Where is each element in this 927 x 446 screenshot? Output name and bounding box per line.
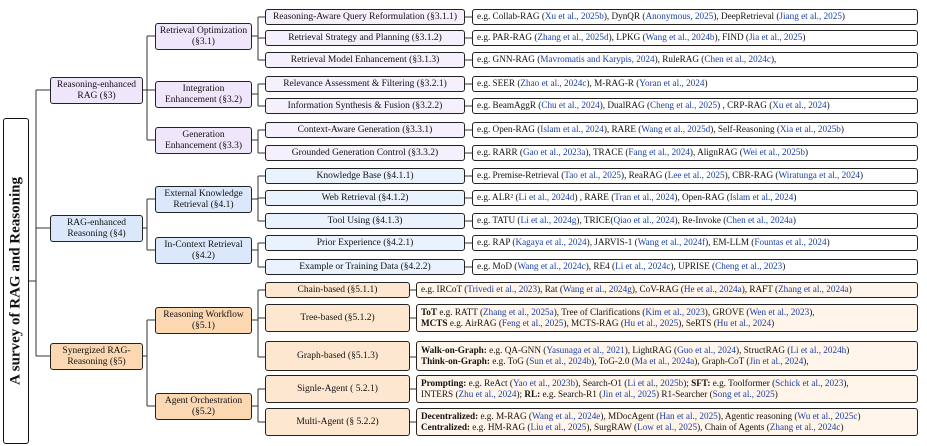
citation: Lee et al., 2025 [667,170,725,181]
l2-generation-enhancement: Generation Enhancement (§3.3) [155,127,252,154]
citation: Wang et al., 2024e [531,410,601,421]
l3-graph-based: Graph-based (§5.1.3) [265,341,410,371]
category-label: MCTS [421,318,448,328]
category-label: Prompting: [421,377,467,388]
citation: Trivedi et al., 2023 [467,284,538,295]
citation: Wang et al., 2025d [641,124,711,135]
leaf-example-training-data [472,259,918,275]
category-label: Think-on-Graph: [421,356,490,366]
citation: Hu et al., 2024 [716,318,772,328]
leaf-line: e.g. MoD (Wang et al., 2024c), RE4 (Li et al., 2024c), UPRISE (Cheng et al., 2023) [477,261,786,272]
citation: Li et al., 2024c [615,261,671,272]
category-label: SFT: [691,377,711,388]
leaf-graph-based [416,341,918,371]
l3-relevance-assessment: Relevance Assessment & Filtering (§3.2.1) [265,76,465,92]
citation: Yasunaga et al., 2021 [546,344,625,355]
citation: Cheng et al., 2023 [715,261,783,272]
citation: Han et al., 2025 [659,410,718,421]
l2-integration-enhancement: Integration Enhancement (§3.2) [155,81,252,108]
citation: Islam et al., 2024 [540,124,604,135]
leaf-line: e.g. Premise-Retrieval (Tao et al., 2025), ReaRAG (Lee et al., 2025), CBR-RAG (Wiratunga et al., 2024) [477,170,864,181]
leaf-line: e.g. RARR (Gao et al., 2023a), TRACE (Fang et al., 2024), AlignRAG (Wei et al., 2025b) [477,147,809,158]
l3-prior-experience: Prior Experience (§4.2.1) [265,235,465,251]
citation: Yao et al., 2023b [512,377,576,388]
citation: Chen et al., 2024c [704,54,771,65]
citation: Chen et al., 2024a [726,215,793,226]
leaf-grounded-generation [472,145,918,161]
citation: Zhang et al., 2024a [778,284,849,295]
l3-context-aware-generation: Context-Aware Generation (§3.3.1) [265,122,465,138]
leaf-line-prompting-sft: Prompting: e.g. ReAct (Yao et al., 2023b), Search-O1 (Li et al., 2025b); SFT: e.g. Toolformer (Schick et al., 2023), [421,377,849,388]
citation: Wang et al., 2024b [645,32,715,43]
citation: Wen et al., 2023 [749,306,810,317]
l1-synergized-rag-reasoning: Synergized RAG-Reasoning (§5) [50,343,143,370]
citation: Li et al., 2024d [518,192,575,203]
citation: Schick et al., 2023 [775,377,844,388]
leaf-line: e.g. ALR² (Li et al., 2024d) , RARE (Tran et al., 2024), Open-RAG (Islam et al., 2024) [477,192,797,203]
citation: Guo et al., 2024 [677,344,737,355]
category-label: ToT [421,306,438,317]
citation: Wang et al., 2024f [637,237,706,248]
l1-reasoning-enhanced-rag: Reasoning-enhanced RAG (§3) [50,77,143,104]
citation: Low et al., 2025 [637,422,698,432]
leaf-line-centralized: Centralized: e.g. HM-RAG (Liu et al., 2025), SurgRAW (Low et al., 2025), Chain of Agents (Zhang et al., 2024c) [421,422,844,432]
citation: Xia et al., 2025b [779,124,841,135]
citation: He et al., 2024a [683,284,742,295]
leaf-line: e.g. GNN-RAG (Mavromatis and Karypis, 2024), RuleRAG (Chen et al., 2024c), [477,54,777,65]
leaf-line: e.g. PAR-RAG (Zhang et al., 2025d), LPKG (Wang et al., 2024b), FIND (Jia et al., 2025) [477,32,806,43]
l3-retrieval-strategy: Retrieval Strategy and Planning (§3.1.2) [265,30,465,46]
leaf-line: e.g. Open-RAG (Islam et al., 2024), RARE (Wang et al., 2025d), Self-Reasoning (Xia et al., 2025b) [477,124,844,135]
leaf-tool-using [472,213,918,229]
citation: Wiratunga et al., 2024 [778,170,860,181]
l3-retrieval-model-enhancement: Retrieval Model Enhancement (§3.1.3) [265,52,465,68]
category-label: Walk-on-Graph: [421,344,487,355]
citation: Jin et al., 2025 [602,389,657,399]
citation: Li et al., 2024h [790,344,847,355]
citation: Wang et al., 2024g [562,284,632,295]
l2-in-context-retrieval: In-Context Retrieval (§4.2) [155,237,252,264]
leaf-multi-agent [416,408,918,436]
citation: Jiang et al., 2025 [779,11,842,22]
l3-knowledge-base: Knowledge Base (§4.1.1) [265,168,465,184]
root-title-box [3,118,29,444]
citation: Zhang et al., 2025a [483,306,554,317]
citation: Ma et al., 2024a [634,356,695,366]
citation: Sun et al., 2024b [529,356,592,366]
l2-retrieval-optimization: Retrieval Optimization (§3.1) [155,23,252,50]
l1-rag-enhanced-reasoning: RAG-enhanced Reasoning (§4) [50,215,143,242]
leaf-web-retrieval [472,190,918,206]
citation: Liu et al., 2025 [530,422,587,432]
category-label: RL: [524,389,541,399]
citation: Qiao et al., 2024 [613,215,675,226]
leaf-information-synthesis [472,98,918,114]
l3-example-training-data: Example or Training Data (§4.2.2) [265,259,465,275]
leaf-knowledge-base [472,168,918,184]
citation: Fang et al., 2024 [628,147,690,158]
citation: Mavromatis and Karypis, 2024 [540,54,655,65]
citation: Gao et al., 2023a [522,147,586,158]
leaf-line: e.g. BeamAggR (Chu et al., 2024), DualRAG (Cheng et al., 2025) , CRP-RAG (Xu et al., 2024) [477,100,830,111]
citation: Fountas et al., 2024 [754,237,827,248]
leaf-line-mcts: MCTS e.g. AirRAG (Feng et al., 2025), MCTS-RAG (Hu et al., 2025), SeRTS (Hu et al., 2024) [421,318,775,328]
citation: Wang et al., 2024c [517,261,586,272]
leaf-tree-based [416,304,918,332]
leaf-line: e.g. TATU (Li et al., 2024g), TRICE(Qiao et al., 2024), Re-Invoke (Chen et al., 2024a) [477,215,796,226]
root-title: A survey of RAG and Reasoning [7,177,24,385]
citation: Zhang et al., 2025d [537,32,609,43]
l2-external-knowledge-retrieval: External Knowledge Retrieval (§4.1) [155,186,252,213]
citation: Xu et al., 2025b [544,11,604,22]
leaf-prior-experience [472,235,918,251]
leaf-line: e.g. RAP (Kagaya et al., 2024), JARVIS-1 (Wang et al., 2024f), EM-LLM (Fountas et al., 2024) [477,237,830,248]
l3-grounded-generation: Grounded Generation Control (§3.3.2) [265,145,465,161]
l3-single-agent: Signle-Agent ( 5.2.1) [265,375,410,403]
citation: Hu et al., 2025 [623,318,679,328]
citation: Jia et al., 2025 [748,32,803,43]
leaf-line: e.g. SEER (Zhao et al., 2024c), M-RAG-R (Yoran et al., 2024) [477,78,708,89]
citation: Tran et al., 2024 [614,192,675,203]
citation: Chu et al., 2024 [541,100,600,111]
leaf-line-decentralized: Decentralized: e.g. M-RAG (Wang et al., 2024e), MDocAgent (Han et al., 2025), Agentic reasoning (Wu et al., 2025c) [421,410,861,421]
leaf-chain-based [416,282,918,298]
citation: Zhang et al., 2024c [769,422,841,432]
l3-web-retrieval: Web Retrieval (§4.1.2) [265,190,465,206]
leaf-line-tot: ToT e.g. RATT (Zhang et al., 2025a), Tree of Clarifications (Kim et al., 2023), GROVE (Wen et al., 2023), [421,306,815,317]
citation: Feng et al., 2025 [501,318,564,328]
category-label: Centralized: [421,422,470,432]
leaf-line: e.g. Collab-RAG (Xu et al., 2025b), DynQR (Anonymous, 2025), DeepRetrieval (Jiang et al., 2025) [477,11,845,22]
citation: Jin et al., 2024 [749,356,804,366]
leaf-retrieval-strategy [472,30,918,46]
citation: Kim et al., 2023 [645,306,705,317]
leaf-context-aware-generation [472,122,918,138]
l3-information-synthesis: Information Synthesis & Fusion (§3.2.2) [265,98,465,114]
citation: Zhu et al., 2024 [458,389,517,399]
l3-query-reformulation: Reasoning-Aware Query Reformulation (§3.1.1) [265,9,465,25]
leaf-line-walk-on-graph: Walk-on-Graph: e.g. QA-GNN (Yasunaga et al., 2021), LightRAG (Guo et al., 2024), StructRAG (Li et al., 2024h) [421,344,850,355]
leaf-line-think-on-graph: Think-on-Graph: e.g. ToG (Sun et al., 2024b), ToG-2.0 (Ma et al., 2024a), Graph-CoT (Jin et al., 2024), [421,356,809,366]
l3-tool-using: Tool Using (§4.1.3) [265,213,465,229]
category-label: Decentralized: [421,410,479,421]
leaf-query-reformulation [472,9,918,25]
citation: Wu et al., 2025c [797,410,858,421]
citation: Islam et al., 2024 [729,192,794,203]
citation: Wei et al., 2025b [742,147,806,158]
citation: Yoran et al., 2024 [639,78,705,89]
citation: Cheng et al., 2025 [650,100,718,111]
citation: Tao et al., 2025 [564,170,622,181]
l2-reasoning-workflow: Reasoning Workflow (§5.1) [155,307,252,334]
citation: Anonymous, 2025 [645,11,714,22]
l3-tree-based: Tree-based (§5.1.2) [265,304,410,332]
leaf-retrieval-model-enhancement [472,52,918,68]
citation: Zhao et al., 2024c [520,78,587,89]
citation: Li et al., 2024g [520,215,577,226]
leaf-relevance-assessment [472,76,918,92]
citation: Xu et al., 2024 [772,100,827,111]
leaf-line-rl: INTERS (Zhu et al., 2024); RL: e.g. Search-R1 (Jin et al., 2025) R1-Searcher (Song et al., 2025) [421,389,778,399]
l2-agent-orchestration: Agent Orchestration (§5.2) [155,393,252,420]
citation: Song et al., 2025 [712,389,775,399]
l3-multi-agent: Multi-Agent (§ 5.2.2) [265,408,410,436]
leaf-single-agent [416,375,918,403]
citation: Li et al., 2025b [627,377,684,388]
l3-chain-based: Chain-based (§5.1.1) [265,282,410,298]
citation: Kagaya et al., 2024 [515,237,587,248]
leaf-line: e.g. IRCoT (Trivedi et al., 2023), Rat (Wang et al., 2024g), CoV-RAG (He et al., 2024a), RAFT (Zhang et al., 2024a) [421,284,852,295]
